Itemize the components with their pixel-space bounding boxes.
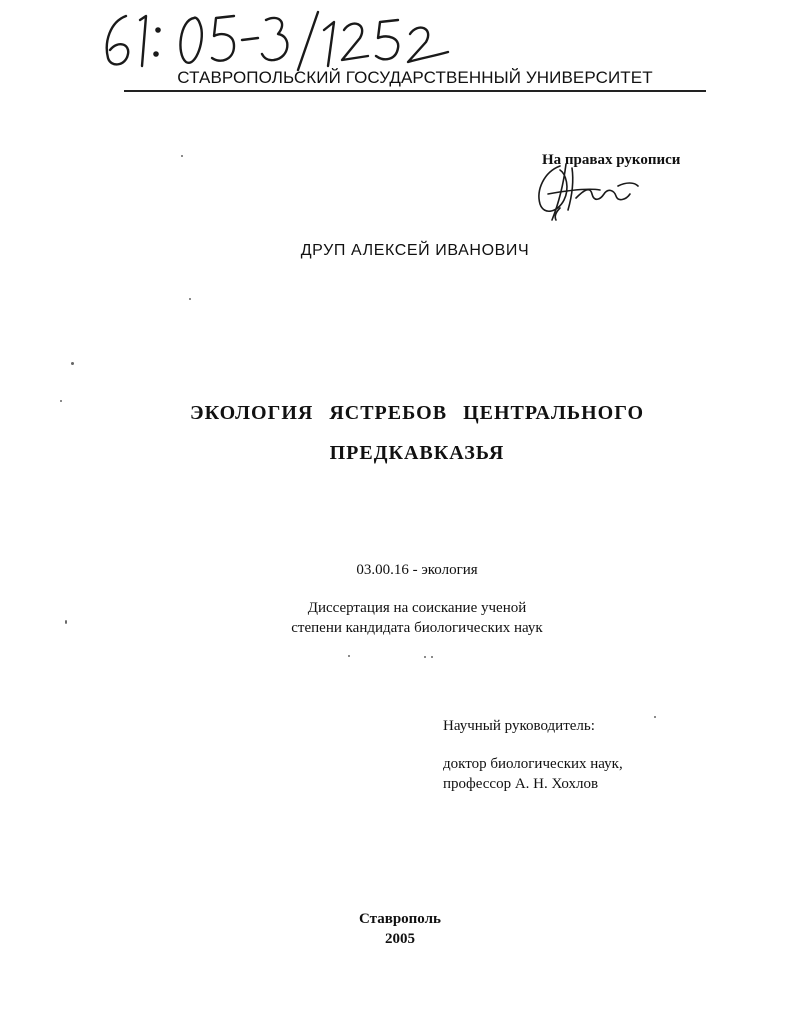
handwritten-catalog-number <box>96 8 456 72</box>
scan-speck <box>60 400 62 402</box>
scan-speck <box>348 655 350 657</box>
scan-speck <box>431 656 433 658</box>
dissertation-title-line-2: ПРЕДКАВКАЗЬЯ <box>329 442 505 464</box>
scan-speck <box>71 362 74 365</box>
scan-speck <box>424 656 426 658</box>
header-divider <box>124 90 706 92</box>
year: 2005 <box>385 931 415 947</box>
signature <box>530 160 642 224</box>
scan-speck <box>65 620 67 624</box>
dissertation-title-line-1: ЭКОЛОГИЯ ЯСТРЕБОВ ЦЕНТРАЛЬНОГО <box>190 402 644 424</box>
scan-speck <box>189 298 191 300</box>
author-name: ДРУП АЛЕКСЕЙ ИВАНОВИЧ <box>300 242 530 259</box>
specialty-code: 03.00.16 - экология <box>356 562 478 578</box>
supervisor-name: профессор А. Н. Хохлов <box>443 776 599 792</box>
city: Ставрополь <box>359 911 441 927</box>
supervisor-degree: доктор биологических наук, <box>443 756 623 772</box>
university-name: СТАВРОПОЛЬСКИЙ ГОСУДАРСТВЕННЫЙ УНИВЕРСИТЕТ <box>177 68 653 87</box>
manuscript-rights-note: На правах рукописи <box>542 152 681 168</box>
scan-speck <box>654 716 656 718</box>
supervisor-label: Научный руководитель: <box>443 718 595 734</box>
degree-description-line-2: степени кандидата биологических наук <box>291 620 543 636</box>
degree-description-line-1: Диссертация на соискание ученой <box>307 600 527 616</box>
scan-speck <box>181 155 183 157</box>
